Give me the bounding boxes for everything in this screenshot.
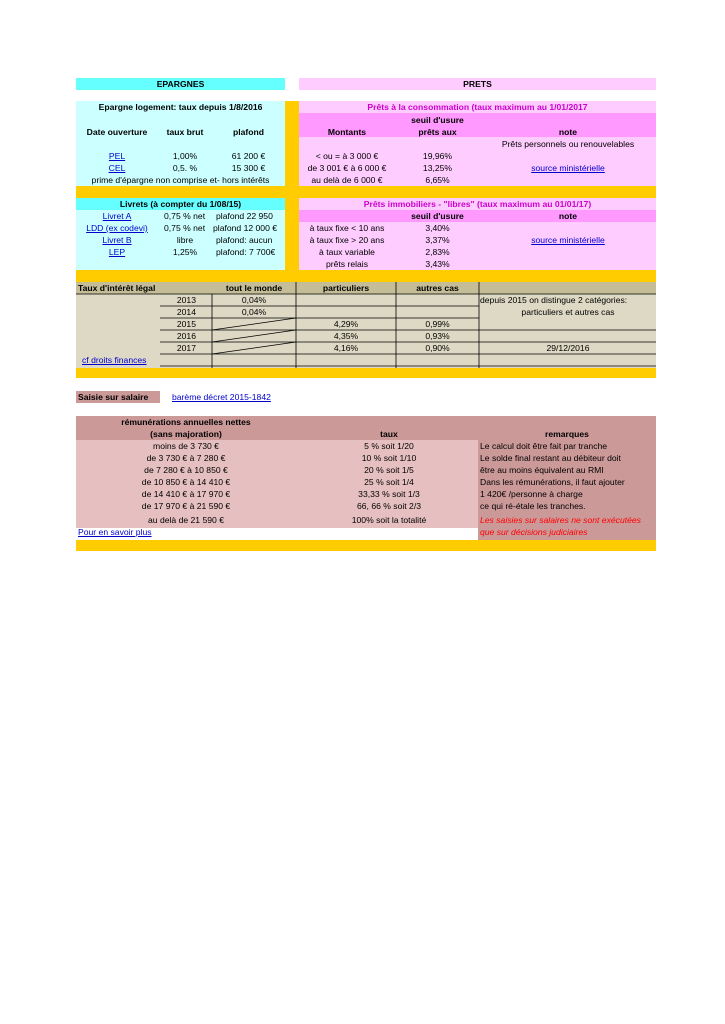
saisie-remarque-1: Le calcul doit être fait par tranche	[480, 441, 608, 451]
saisie-taux-3: 20 % soit 1/5	[364, 465, 414, 475]
saisie-remarque-2: Le solde final restant au débiteur doit	[480, 453, 621, 463]
saisie-remarque-5: 1 420€ /personne à charge	[480, 489, 583, 499]
cel-taux: 0,5. %	[172, 163, 198, 173]
autres-2015: 0,99%	[425, 319, 450, 329]
col-tout-le-monde: tout le monde	[225, 283, 283, 293]
livret-b-taux: libre	[176, 235, 194, 245]
epargne-logement-title: Epargne logement: taux depuis 1/8/2016	[98, 102, 263, 112]
livrets-title: Livrets (à compter du 1/08/15)	[119, 199, 242, 209]
col-remarques: remarques	[545, 429, 589, 439]
immo-type-4: prêts relais	[325, 259, 369, 269]
saisie-taux-7: 100% soit la totalité	[351, 515, 427, 525]
col-autres-cas: autres cas	[416, 283, 459, 293]
immo-taux-3: 2,83%	[425, 247, 450, 257]
livret-b-plafond: plafond: aucun	[216, 235, 273, 245]
saisie-remarque-6: ce qui ré-étale les tranches.	[480, 501, 586, 511]
pel-taux: 1,00%	[172, 151, 198, 161]
col-prets-aux: prêts aux	[418, 127, 457, 137]
col-taux-saisie: taux	[380, 429, 398, 439]
conso-montant-2: de 3 001 € à 6 000 €	[307, 163, 387, 173]
saisie-range-2: de 3 730 € à 7 280 €	[146, 453, 226, 463]
saisie-range-4: de 10 850 € à 14 410 €	[141, 477, 231, 487]
note-2013: depuis 2015 on distingue 2 catégories:	[480, 295, 628, 305]
cel-link[interactable]: CEL	[108, 163, 126, 173]
year-2015: 2015	[176, 319, 196, 329]
tout-2013: 0,04%	[241, 295, 267, 305]
gold-separator-1	[76, 186, 656, 198]
conso-source-link[interactable]: source ministérielle	[531, 163, 605, 173]
en-savoir-plus-link[interactable]: Pour en savoir plus	[78, 527, 152, 537]
ldd-link[interactable]: LDD (ex codevi)	[86, 223, 148, 233]
lep-link[interactable]: LEP	[108, 247, 126, 257]
ldd-taux: 0,75 % net	[164, 223, 206, 233]
saisie-remarque-3: être au moins équivalent au RMI	[480, 465, 604, 475]
col-remunerations-2: (sans majoration)	[150, 429, 222, 439]
bareme-link[interactable]: barème décret 2015-1842	[172, 392, 271, 402]
livret-b-link[interactable]: Livret B	[102, 235, 132, 245]
col-taux-brut: taux brut	[166, 127, 204, 137]
conso-taux-3: 6,65%	[425, 175, 450, 185]
lep-plafond: plafond: 7 700€	[216, 247, 276, 257]
lep-taux: 1,25%	[172, 247, 198, 257]
year-2014: 2014	[176, 307, 196, 317]
saisie-title: Saisie sur salaire	[78, 392, 149, 402]
part-2017: 4,16%	[333, 343, 359, 353]
conso-montant-1: < ou = à 3 000 €	[315, 151, 379, 161]
divider-gold-vertical-2	[285, 198, 299, 270]
saisie-remarque-7: Les saisies sur salaires ne sont exécutées	[480, 515, 641, 525]
pel-plafond: 61 200 €	[231, 151, 266, 161]
saisie-range-5: de 14 410 € à 17 970 €	[141, 489, 231, 499]
prets-header: PRETS	[463, 79, 492, 89]
col-note-immo: note	[558, 211, 578, 221]
livret-a-link[interactable]: Livret A	[102, 211, 132, 221]
pret-conso-title: Prêts à la consommation (taux maximum au 1/01/2017	[367, 102, 588, 112]
livret-a-plafond: plafond 22 950	[216, 211, 273, 221]
part-2016: 4,35%	[333, 331, 359, 341]
year-2017: 2017	[176, 343, 196, 353]
col-date-ouverture: Date ouverture	[86, 127, 148, 137]
col-note-conso: note	[558, 127, 578, 137]
ldd-plafond: plafond 12 000 €	[213, 223, 278, 233]
saisie-taux-1: 5 % soit 1/20	[364, 441, 414, 451]
cel-plafond: 15 300 €	[231, 163, 266, 173]
immo-taux-4: 3,43%	[425, 259, 450, 269]
immo-taux-1: 3,40%	[425, 223, 450, 233]
part-2015: 4,29%	[333, 319, 359, 329]
droits-finances-link[interactable]: cf droits finances	[82, 355, 147, 365]
saisie-range-1: moins de 3 730 €	[153, 441, 219, 451]
note-2017: 29/12/2016	[546, 343, 590, 353]
saisie-taux-2: 10 % soit 1/10	[361, 453, 417, 463]
col-particuliers: particuliers	[322, 283, 370, 293]
autres-2016: 0,93%	[425, 331, 450, 341]
note-2014: particuliers et autres cas	[521, 307, 615, 317]
epargnes-header: EPARGNES	[156, 79, 205, 89]
col-montants: Montants	[327, 127, 367, 137]
livret-a-taux: 0,75 % net	[164, 211, 206, 221]
year-2016: 2016	[176, 331, 196, 341]
col-seuil-usure-1: seuil d'usure	[411, 115, 464, 125]
saisie-remarque-4: Dans les rémunérations, il faut ajouter	[480, 477, 625, 487]
taux-legal-title: Taux d'intérêt légal	[78, 283, 156, 293]
saisie-taux-5: 33,33 % soit 1/3	[358, 489, 420, 499]
saisie-range-6: de 17 970 € à 21 590 €	[141, 501, 231, 511]
prime-note: prime d'épargne non comprise et- hors intérêts	[91, 175, 270, 185]
gold-separator-3	[76, 368, 656, 378]
immo-taux-2: 3,37%	[425, 235, 450, 245]
prets-perso-note: Prêts personnels ou renouvelables	[501, 139, 635, 149]
saisie-taux-6: 66, 66 % soit 2/3	[356, 501, 422, 511]
immo-type-3: à taux variable	[319, 247, 375, 257]
immo-type-1: à taux fixe < 10 ans	[309, 223, 385, 233]
pret-immo-title: Prêts immobiliers - "libres" (taux maximum au 01/01/17)	[363, 199, 592, 209]
immo-source-link[interactable]: source ministérielle	[531, 235, 605, 245]
col-seuil-immo: seuil d'usure	[411, 211, 464, 221]
col-plafond: plafond	[232, 127, 265, 137]
col-remunerations-1: rémunérations annuelles nettes	[121, 417, 251, 427]
year-2013: 2013	[176, 295, 196, 305]
saisie-remarque-8: que sur décisions judiciaires	[480, 527, 588, 537]
conso-montant-3: au delà de 6 000 €	[311, 175, 383, 185]
gold-separator-4	[76, 540, 656, 551]
gold-separator-2	[76, 270, 656, 282]
conso-taux-2: 13,25%	[422, 163, 453, 173]
tout-2014: 0,04%	[241, 307, 267, 317]
conso-taux-1: 19,96%	[422, 151, 453, 161]
immo-type-2: à taux fixe > 20 ans	[309, 235, 385, 245]
saisie-taux-4: 25 % soit 1/4	[364, 477, 414, 487]
pel-link[interactable]: PEL	[108, 151, 126, 161]
saisie-range-3: de 7 280 € à 10 850 €	[144, 465, 228, 475]
saisie-range-7: au delà de 21 590 €	[148, 515, 224, 525]
autres-2017: 0,90%	[425, 343, 450, 353]
divider-gold-vertical-1	[285, 101, 299, 186]
